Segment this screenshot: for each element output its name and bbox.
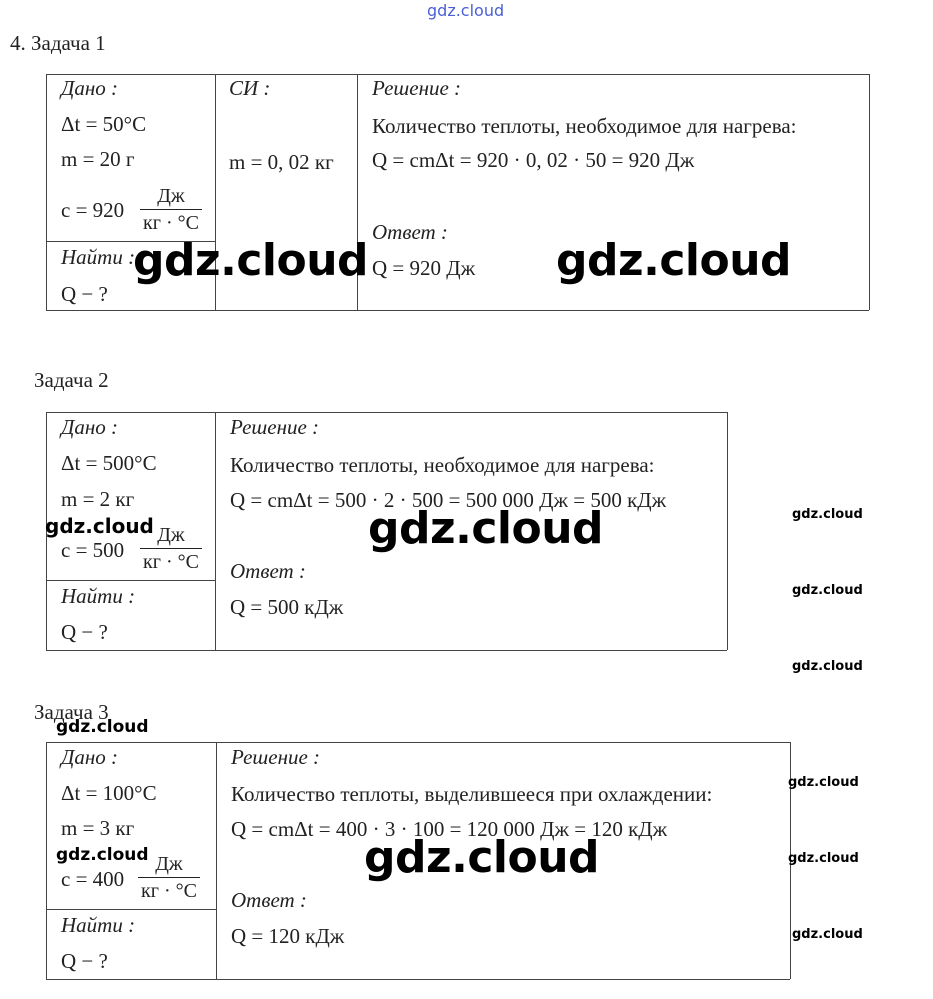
task1-si-label: СИ : — [229, 76, 271, 100]
watermark: gdz.cloud — [364, 832, 600, 883]
task2-table-bottom-border — [46, 650, 727, 651]
task3-answer-value: Q = 120 кДж — [231, 924, 345, 948]
task1-find-value: Q − ? — [61, 282, 108, 306]
task3-table-left-border — [46, 742, 47, 979]
task2-table-divider — [215, 412, 216, 650]
task2-solution-formula: Q = cmΔt = 500 · 2 · 500 = 500 000 Дж = 500 кДж — [230, 488, 667, 512]
watermark: gdz.cloud — [788, 775, 859, 790]
task2-solution-line1: Количество теплоты, необходимое для нагрева: — [230, 453, 655, 477]
task1-solution-formula: Q = cmΔt = 920 · 0, 02 · 50 = 920 Дж — [372, 148, 695, 172]
task1-table-left-border — [46, 74, 47, 310]
watermark: gdz.cloud — [56, 717, 149, 737]
task2-given-m: m = 2 кг — [61, 487, 135, 511]
task3-solution-line1: Количество теплоты, выделившееся при охлаждении: — [231, 782, 713, 806]
task1-given-label: Дано : — [61, 76, 119, 100]
task2-c-unit-numerator: Дж — [140, 525, 202, 549]
task1-c-unit-denominator: кг · °C — [143, 212, 199, 234]
task3-c-unit-numerator: Дж — [138, 854, 200, 878]
top-watermark[interactable]: gdz.cloud — [427, 1, 505, 20]
task2-answer-label: Ответ : — [230, 559, 306, 583]
task3-c-unit-denominator: кг · °C — [141, 880, 197, 902]
task2-given-label: Дано : — [61, 415, 119, 439]
task1-given-m: m = 20 г — [61, 147, 135, 171]
watermark: gdz.cloud — [788, 851, 859, 866]
task2-find-label: Найти : — [61, 584, 136, 608]
task1-answer-label: Ответ : — [372, 220, 448, 244]
task3-given-m: m = 3 кг — [61, 816, 135, 840]
watermark: gdz.cloud — [556, 235, 792, 286]
task2-find-value: Q − ? — [61, 620, 108, 644]
task1-c-unit-fraction — [140, 186, 202, 233]
watermark: gdz.cloud — [792, 507, 863, 522]
task1-si-m: m = 0, 02 кг — [229, 150, 334, 174]
task1-answer-value: Q = 920 Дж — [372, 256, 476, 280]
watermark: gdz.cloud — [368, 503, 604, 554]
task1-table-bottom-border — [46, 310, 869, 311]
task3-heading: Задача 3 — [34, 700, 109, 724]
task3-given-c: c = 400 — [61, 867, 125, 891]
task2-table-right-border — [727, 412, 728, 650]
task2-answer-value: Q = 500 кДж — [230, 595, 344, 619]
task2-heading: Задача 2 — [34, 368, 109, 392]
task3-solution-label: Решение : — [231, 745, 321, 769]
task2-given-c: c = 500 — [61, 538, 125, 562]
watermark: gdz.cloud — [792, 927, 863, 942]
task3-table-top-border — [46, 742, 790, 743]
task3-given-find-divider — [46, 909, 216, 910]
task3-given-label: Дано : — [61, 745, 119, 769]
task3-find-label: Найти : — [61, 913, 136, 937]
task2-table-top-border — [46, 412, 727, 413]
watermark: gdz.cloud — [133, 235, 369, 286]
task1-given-c: c = 920 — [61, 198, 125, 222]
task1-table-right-border — [869, 74, 870, 310]
task3-find-value: Q − ? — [61, 949, 108, 973]
task2-given-dt: Δt = 500°C — [61, 451, 157, 475]
task3-solution-formula: Q = cmΔt = 400 · 3 · 100 = 120 000 Дж = 120 кДж — [231, 817, 668, 841]
task1-heading: 4. Задача 1 — [10, 31, 106, 55]
task2-solution-label: Решение : — [230, 415, 320, 439]
task1-find-label: Найти : — [61, 245, 136, 269]
watermark: gdz.cloud — [792, 583, 863, 598]
task3-answer-label: Ответ : — [231, 888, 307, 912]
task2-c-unit-denominator: кг · °C — [143, 551, 199, 573]
task1-c-unit-numerator: Дж — [140, 186, 202, 210]
task3-table-divider — [216, 742, 217, 979]
task3-given-dt: Δt = 100°C — [61, 781, 157, 805]
task1-solution-label: Решение : — [372, 76, 462, 100]
task3-table-bottom-border — [46, 979, 790, 980]
task2-given-find-divider — [46, 580, 215, 581]
watermark: gdz.cloud — [56, 845, 149, 865]
task1-table-top-border — [46, 74, 869, 75]
task1-given-dt: Δt = 50°C — [61, 112, 147, 136]
watermark: gdz.cloud — [792, 659, 863, 674]
task1-solution-line1: Количество теплоты, необходимое для нагрева: — [372, 114, 797, 138]
watermark: gdz.cloud — [45, 514, 154, 538]
